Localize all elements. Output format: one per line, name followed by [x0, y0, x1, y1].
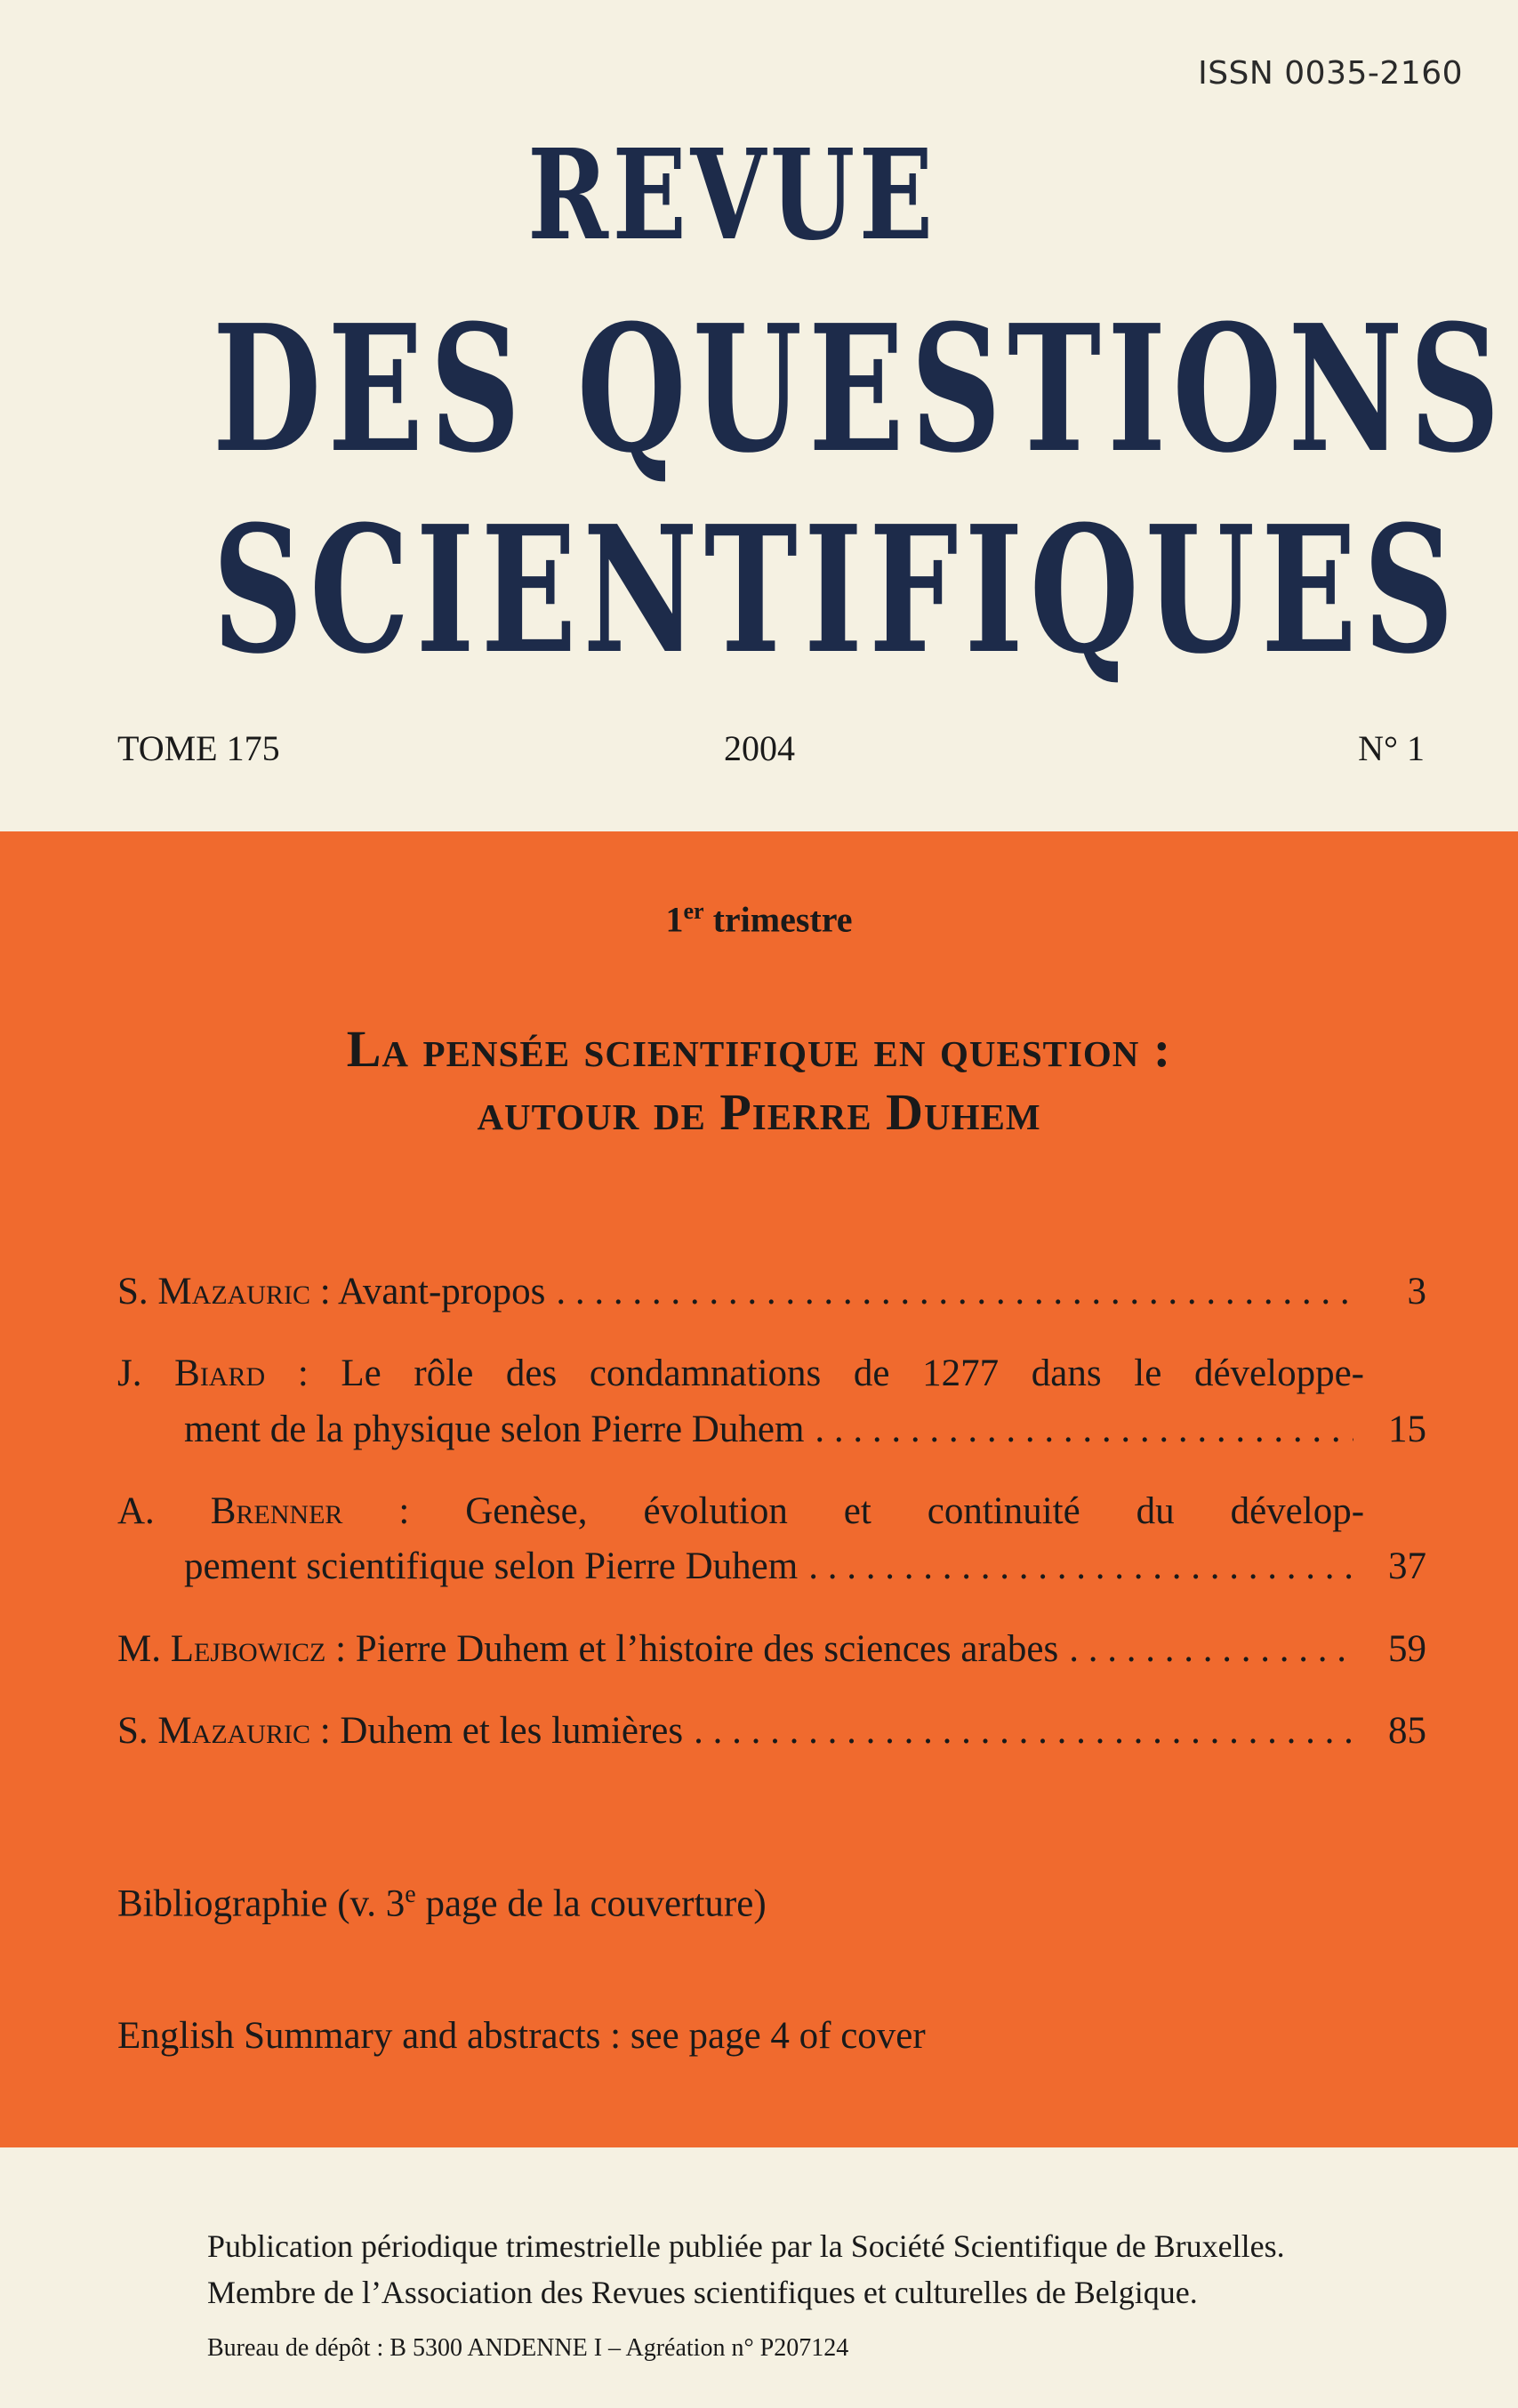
biblio-prefix: Bibliographie (v. 3 — [117, 1882, 406, 1925]
toc-page: 59 — [1388, 1627, 1426, 1670]
toc-leader — [556, 1264, 1353, 1320]
theme-line-2: autour de Pierre Duhem — [477, 1082, 1041, 1141]
toc-author: A. Brenner — [117, 1490, 343, 1533]
issue-theme — [0, 1018, 1518, 1144]
toc-entry — [117, 1346, 1426, 1457]
trimestre-prefix: 1 — [665, 899, 684, 940]
biblio-sup: e — [405, 1881, 416, 1908]
toc-title: : Pierre Duhem et l’histoire des sciences arabes — [325, 1627, 1059, 1670]
toc-author: M. Lejbowicz — [117, 1627, 326, 1670]
toc-title: : Avant-propos — [309, 1271, 546, 1312]
trimestre-sup: er — [683, 898, 704, 924]
theme-line-1: La pensée scientifique en question : — [346, 1020, 1172, 1078]
title-line-3: SCIENTIFIQUES — [212, 488, 1461, 693]
trimestre-suffix: trimestre — [703, 899, 853, 940]
toc-title: : Le rôle des condamnations de 1277 dans le développe- — [265, 1352, 1364, 1395]
deposit-info: Bureau de dépôt : B 5300 ANDENNE I – Agréation n° P207124 — [207, 2334, 849, 2362]
toc-leader — [694, 1704, 1353, 1759]
toc-leader — [815, 1402, 1353, 1457]
publisher-line-1: Publication périodique trimestrielle publiée par la Société Scientifique de Bruxelles. — [207, 2228, 1285, 2264]
year-label: 2004 — [724, 728, 795, 768]
toc-page: 15 — [1388, 1408, 1426, 1450]
journal-title — [0, 123, 1518, 693]
number-label: N° 1 — [1358, 728, 1425, 768]
toc-author: S. Mazauric — [117, 1271, 310, 1312]
tome-label: TOME 175 — [117, 728, 280, 768]
toc-page: 3 — [1407, 1271, 1426, 1312]
toc-entry — [117, 1484, 1426, 1595]
issue-info — [117, 727, 1425, 769]
toc-author: J. Biard — [117, 1352, 266, 1395]
bibliography-note — [117, 1881, 767, 1925]
toc-entry — [117, 1622, 1426, 1677]
toc-title: : Genèse, évolution et continuité du dévelop- — [342, 1490, 1365, 1533]
trimestre-label — [0, 898, 1518, 940]
toc-page: 37 — [1388, 1545, 1426, 1588]
toc-leader — [808, 1539, 1353, 1594]
issn-label: ISSN 0035-2160 — [1198, 55, 1463, 92]
title-line-2: DES QUESTIONS — [212, 287, 1506, 492]
toc-title-cont: pement scientifique selon Pierre Duhem — [184, 1545, 799, 1588]
toc-entry — [117, 1704, 1426, 1759]
toc-entry — [117, 1264, 1426, 1320]
toc-title-cont: ment de la physique selon Pierre Duhem — [184, 1408, 805, 1450]
toc-page: 85 — [1388, 1710, 1426, 1753]
toc-title: : Duhem et les lumières — [309, 1710, 684, 1753]
english-summary-note: English Summary and abstracts : see page 4 of cover — [117, 2015, 926, 2057]
toc-author: S. Mazauric — [117, 1710, 310, 1753]
table-of-contents — [117, 1264, 1426, 1786]
publisher-line-2: Membre de l’Association des Revues scientifiques et culturelles de Belgique. — [207, 2275, 1198, 2311]
publisher-info — [207, 2223, 1285, 2316]
biblio-suffix: page de la couverture) — [415, 1882, 767, 1925]
toc-leader — [1069, 1622, 1353, 1677]
title-line-1: REVUE — [527, 123, 937, 269]
